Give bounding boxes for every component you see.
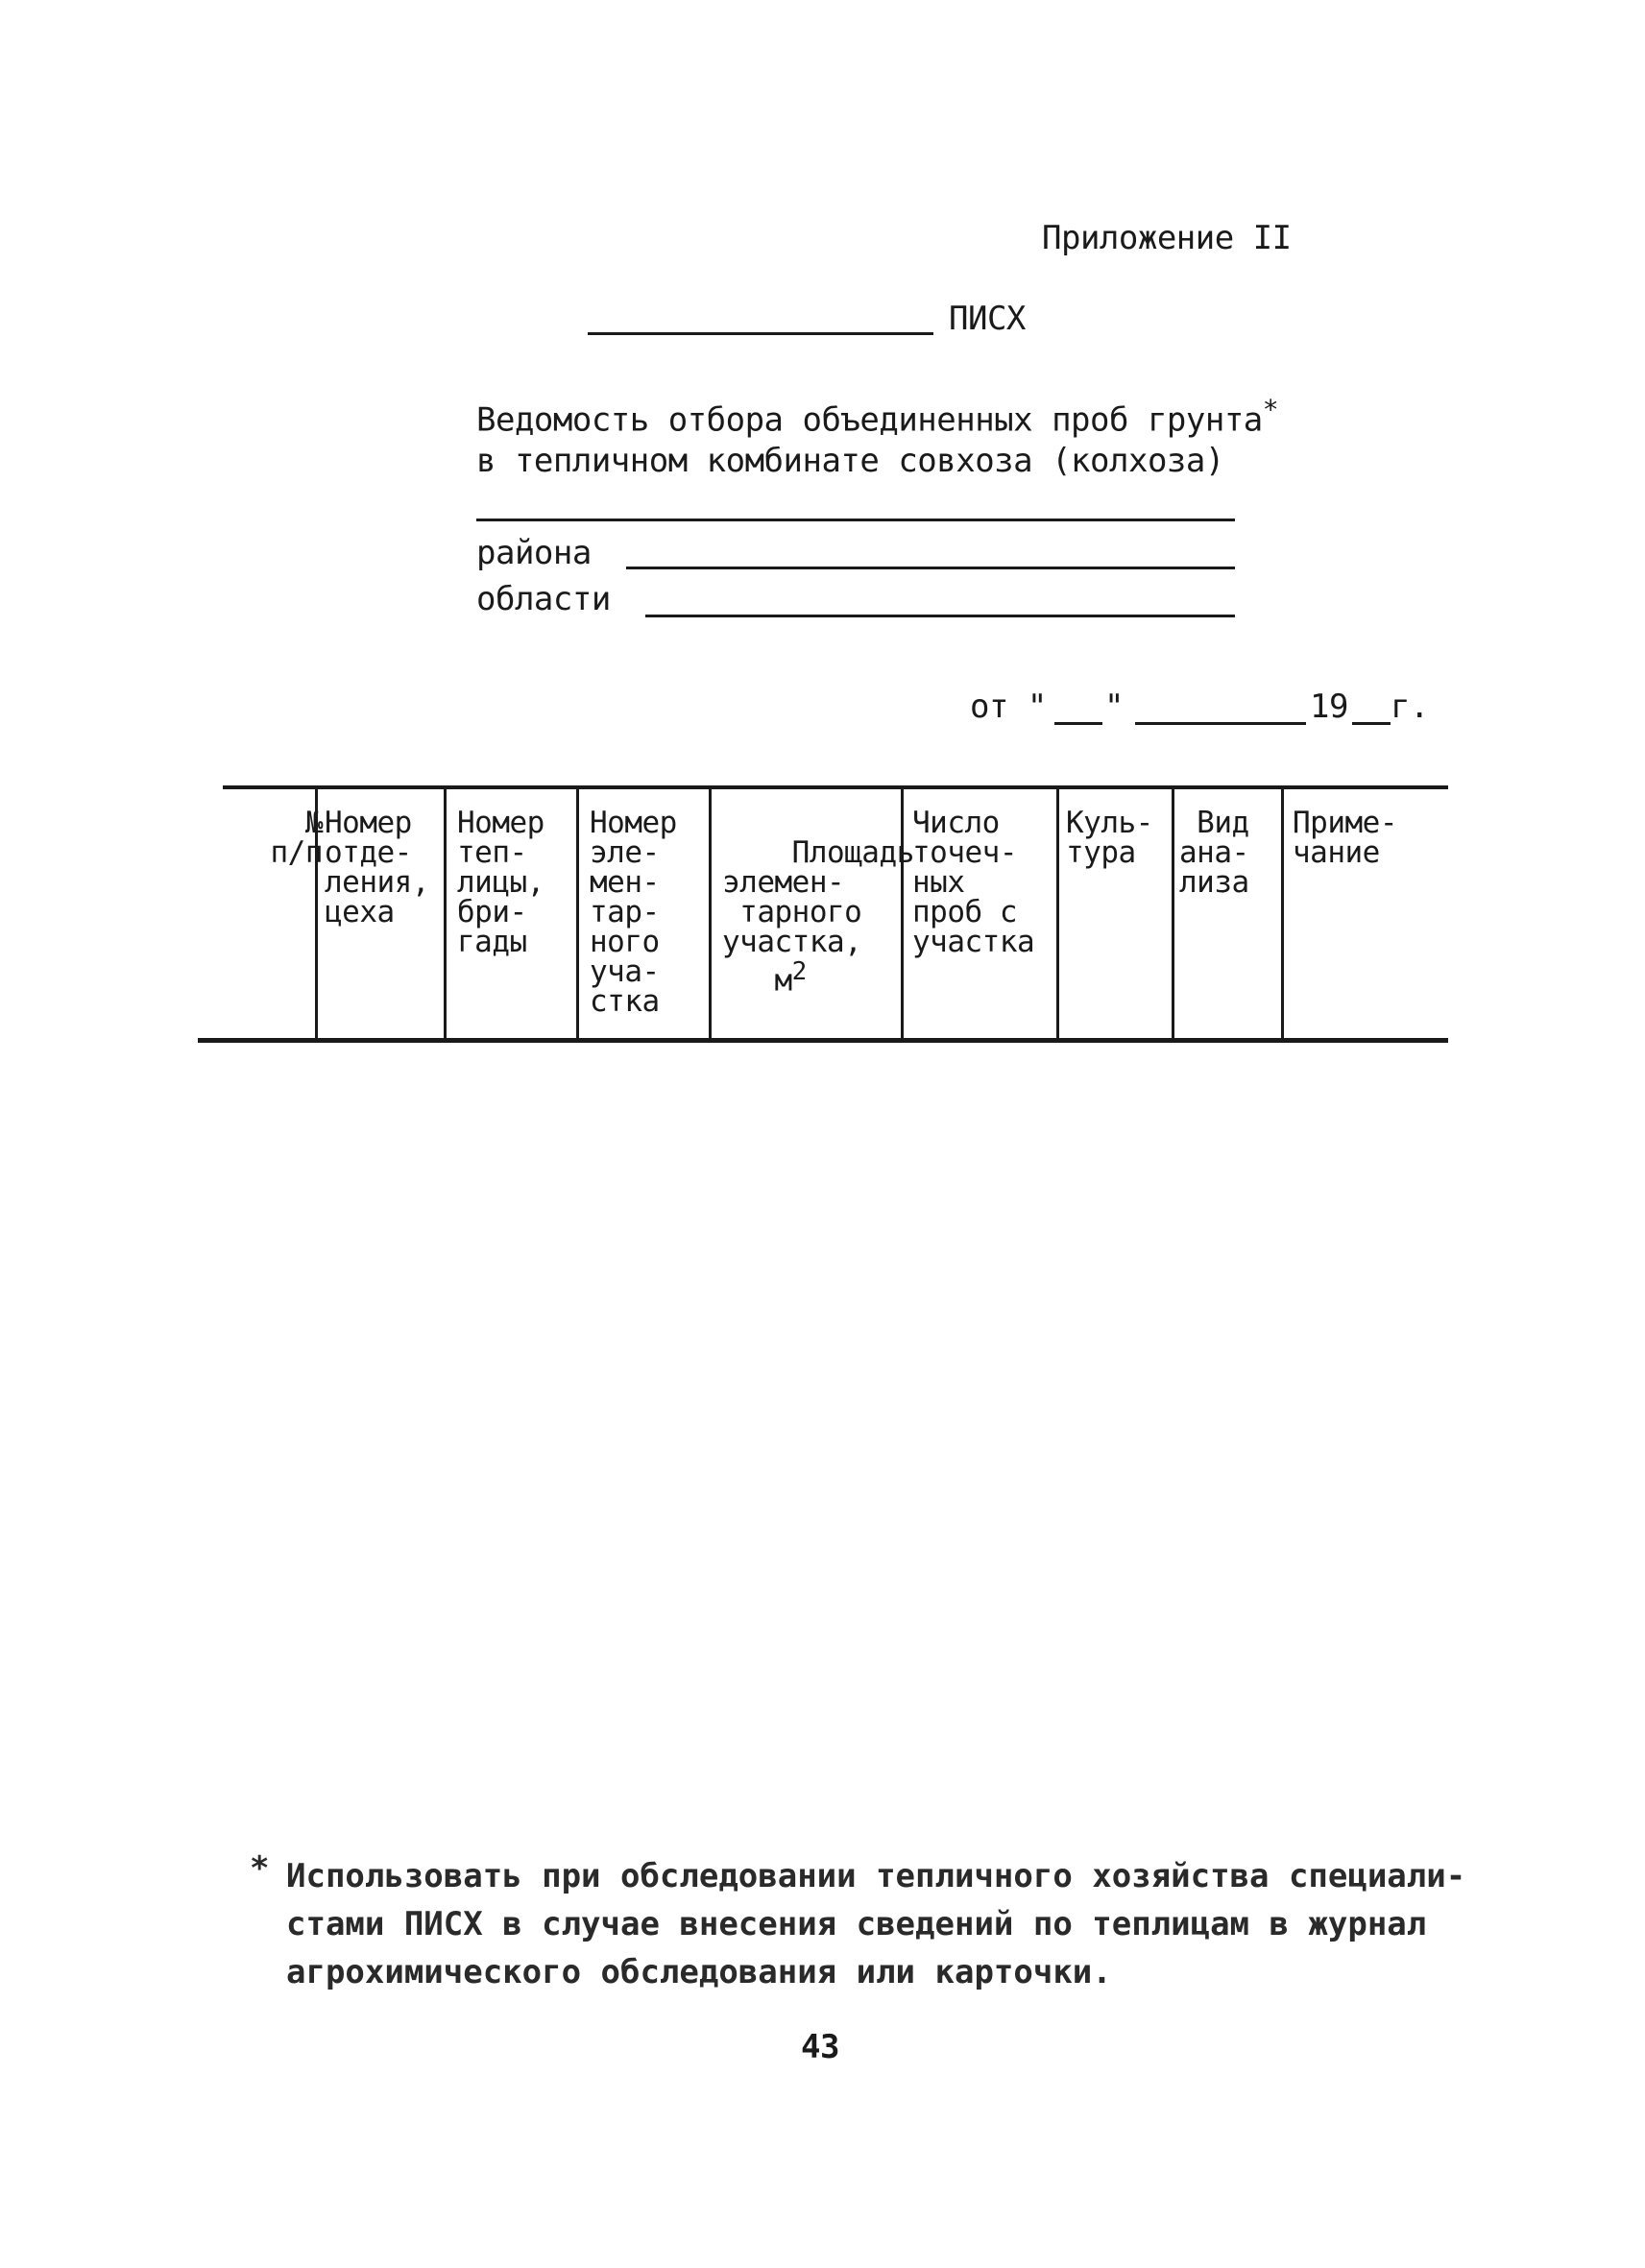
rayon-label: района bbox=[476, 534, 592, 572]
col-department: Номер отде- ления, цеха bbox=[325, 806, 429, 929]
table-bottom-rule bbox=[198, 1038, 1448, 1043]
footnote-line-3: агрохимического обследования или карточки. bbox=[286, 1953, 1112, 1991]
col-plot-area-label: Площадь элемен- тарного участка, м bbox=[722, 835, 914, 999]
document-title-line1 bbox=[476, 394, 1278, 439]
oblast-blank bbox=[645, 615, 1235, 617]
col-divider bbox=[1056, 789, 1059, 1039]
farm-name-blank bbox=[476, 519, 1235, 521]
oblast-label: области bbox=[476, 580, 611, 618]
area-superscript: 2 bbox=[791, 957, 807, 986]
date-year-suffix: г. bbox=[1391, 688, 1429, 726]
col-plot-area bbox=[722, 791, 914, 1038]
title-text: Ведомость отбора объединенных проб грунта bbox=[476, 400, 1263, 440]
rayon-blank bbox=[626, 567, 1235, 569]
page-number: 43 bbox=[801, 2028, 839, 2066]
date-prefix: от " bbox=[970, 688, 1047, 726]
footnote-mark: * bbox=[250, 1849, 270, 1888]
col-divider bbox=[576, 789, 579, 1039]
date-month-blank bbox=[1135, 722, 1306, 725]
date-close-quote: " bbox=[1104, 688, 1124, 726]
footnote-line-2: стами ПИСХ в случае внесения сведений по теплицам в журнал bbox=[286, 1905, 1427, 1943]
col-divider bbox=[315, 789, 318, 1039]
col-divider bbox=[1172, 789, 1174, 1039]
title-footnote-mark: * bbox=[1262, 394, 1279, 425]
table-top-rule bbox=[223, 785, 1448, 789]
col-number: № п/п bbox=[270, 806, 323, 870]
date-day-blank bbox=[1054, 722, 1102, 725]
col-divider bbox=[901, 789, 904, 1039]
col-sample-count: Число точеч- ных проб с участка bbox=[912, 806, 1035, 959]
col-plot-number: Номер эле- мен- тар- ного уча- стка bbox=[590, 806, 677, 1019]
date-year-blank bbox=[1352, 722, 1391, 725]
footnote-line-1: Использовать при обследовании тепличного хозяйства специали- bbox=[286, 1857, 1466, 1895]
col-analysis-type: Вид ана- лиза bbox=[1179, 806, 1249, 900]
col-divider bbox=[1281, 789, 1284, 1039]
institution-blank bbox=[588, 332, 933, 335]
institution-label: ПИСХ bbox=[949, 300, 1026, 338]
col-greenhouse: Номер теп- лицы, бри- гады bbox=[457, 806, 544, 959]
col-crop: Куль- тура bbox=[1066, 806, 1153, 870]
document-title-line2: в тепличном комбинате совхоза (колхоза) bbox=[476, 442, 1224, 480]
col-note: Приме- чание bbox=[1293, 806, 1397, 870]
sampling-table-header bbox=[198, 785, 1448, 1043]
appendix-label: Приложение II bbox=[1042, 219, 1292, 257]
col-divider bbox=[709, 789, 712, 1039]
date-year-prefix: 19 bbox=[1310, 688, 1348, 726]
col-divider bbox=[444, 789, 447, 1039]
